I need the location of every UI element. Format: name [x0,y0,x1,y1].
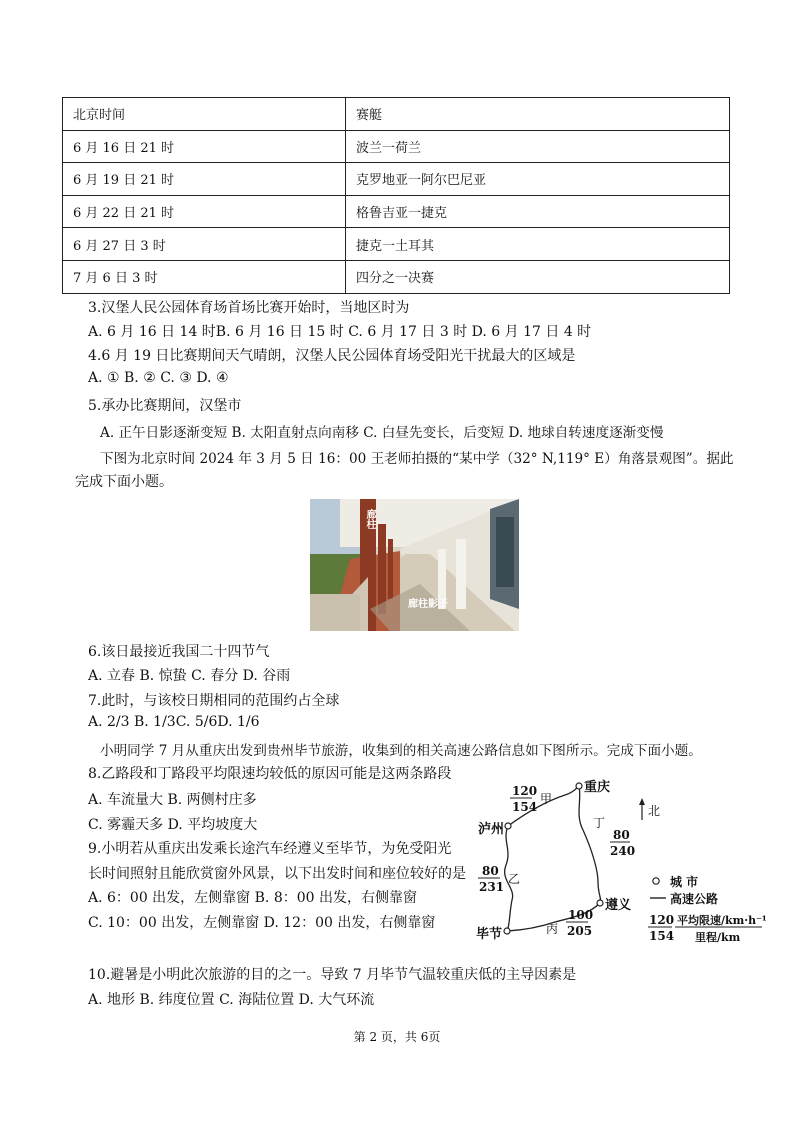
q9-options-cd: C. 10：00 出发，左侧靠窗 D. 12：00 出发，右侧靠窗 [88,915,436,931]
q9-stem-line2: 长时间照射且能欣赏窗外风景，以下出发时间和座位较好的是 [88,866,466,882]
table-row [63,130,730,163]
pillar-label: 廊柱 [364,509,375,529]
cell-time: 6 月 16 日 21 时 [63,130,346,163]
q10-options: A. 地形 B. 纬度位置 C. 海陆位置 D. 大气环流 [88,992,375,1008]
q8-options-ab: A. 车流量大 B. 两侧村庄多 [88,792,257,808]
segment-yi-speed: 80 [482,864,499,878]
q6-stem: 6.该日最接近我国二十四节气 [88,644,270,660]
q3-options: A. 6 月 16 日 14 时B. 6 月 16 日 15 时 C. 6 月 17 日 3 时 D. 6 月 17 日 4 时 [88,324,592,340]
segment-yi-length: 231 [479,880,505,894]
table-row [63,228,730,261]
q5-options: A. 正午日影逐渐变短 B. 太阳直射点向南移 C. 白昼先变长，后变短 D. 地球自转速度逐渐变慢 [100,425,664,441]
legend-highway-label: 高速公路 [670,892,719,906]
segment-bing-speed: 100 [568,908,594,922]
intro3: 小明同学 7 月从重庆出发到贵州毕节旅游，收集到的相关高速公路信息如下图所示。完成下面小题。 [100,743,702,759]
segment-bing-name: 丙 [546,922,559,936]
cell-time: 6 月 19 日 21 时 [63,163,346,196]
segment-jia-name: 甲 [540,792,553,806]
table-header-row [63,98,730,131]
header-match: 赛艇 [346,98,730,131]
city-zunyi: 遵义 [605,898,632,913]
q9-options-ab: A. 6：00 出发，左侧靠窗 B. 8：00 出发，右侧靠窗 [88,890,417,906]
legend-speed-label: 平均限速/km·h⁻¹ [677,914,767,927]
q5-stem: 5.承办比赛期间，汉堡市 [88,398,242,414]
corridor-photo [310,499,519,631]
q7-stem: 7.此时，与该校日期相同的范围约占全球 [88,693,340,709]
intro2-line2: 完成下面小题。 [75,474,173,490]
cell-match: 四分之一决赛 [346,260,730,293]
highway-map [470,770,770,950]
table-row [63,260,730,293]
cell-time: 7 月 6 日 3 时 [63,260,346,293]
city-luzhou: 泸州 [478,822,505,837]
cell-match: 波兰一荷兰 [346,130,730,163]
q7-options: A. 2/3 B. 1/3C. 5/6D. 1/6 [88,714,260,730]
q4-stem: 4.6 月 19 日比赛期间天气晴朗，汉堡人民公园体育场受阳光干扰最大的区域是 [88,348,576,364]
legend-city-label: 城 市 [670,875,699,889]
segment-jia-speed: 120 [512,784,538,798]
cell-match: 克罗地亚一阿尔巴尼亚 [346,163,730,196]
cell-match: 捷克一土耳其 [346,228,730,261]
header-beijing-time: 北京时间 [63,98,346,131]
table-row [63,163,730,196]
cell-time: 6 月 27 日 3 时 [63,228,346,261]
intro2-line1: 下图为北京时间 2024 年 3 月 5 日 16：00 王老师拍摄的“某中学（32° N,119° E）角落景观图”。据此 [100,451,734,467]
q9-stem-line1: 9.小明若从重庆出发乘长途汽车经遵义至毕节，为免受阳光 [88,841,452,857]
q3-stem: 3.汉堡人民公园体育场首场比赛开始时，当地区时为 [88,300,410,316]
legend-speed-example: 120 [649,913,675,927]
segment-yi-name: 乙 [508,872,521,886]
legend-length-label: 里程/km [695,931,741,944]
segment-jia-length: 154 [512,800,538,814]
legend-length-example: 154 [649,929,675,943]
q8-options-cd: C. 雾霾天多 D. 平均坡度大 [88,817,258,833]
segment-ding-name: 丁 [593,816,606,830]
pillar-shadow-label: 廊柱影子 [408,599,448,610]
city-bijie: 毕节 [476,927,503,942]
q10-stem: 10.避暑是小明此次旅游的目的之一。导致 7 月毕节气温较重庆低的主导因素是 [88,967,577,983]
city-chongqing: 重庆 [584,780,611,795]
q6-options: A. 立春 B. 惊蛰 C. 春分 D. 谷雨 [88,668,291,684]
segment-bing-length: 205 [567,924,593,938]
table-row [63,195,730,228]
segment-ding-length: 240 [610,844,636,858]
cell-time: 6 月 22 日 21 时 [63,195,346,228]
cell-match: 格鲁吉亚一捷克 [346,195,730,228]
corridor-photo-drawing [310,499,519,631]
q4-options: A. ① B. ② C. ③ D. ④ [88,370,229,386]
q8-stem: 8.乙路段和丁路段平均限速均较低的原因可能是这两条路段 [88,766,452,782]
match-schedule-table [62,97,730,294]
north-label: 北 [648,804,661,818]
segment-ding-speed: 80 [613,828,630,842]
page-footer: 第 2 页，共 6页 [353,1030,441,1044]
